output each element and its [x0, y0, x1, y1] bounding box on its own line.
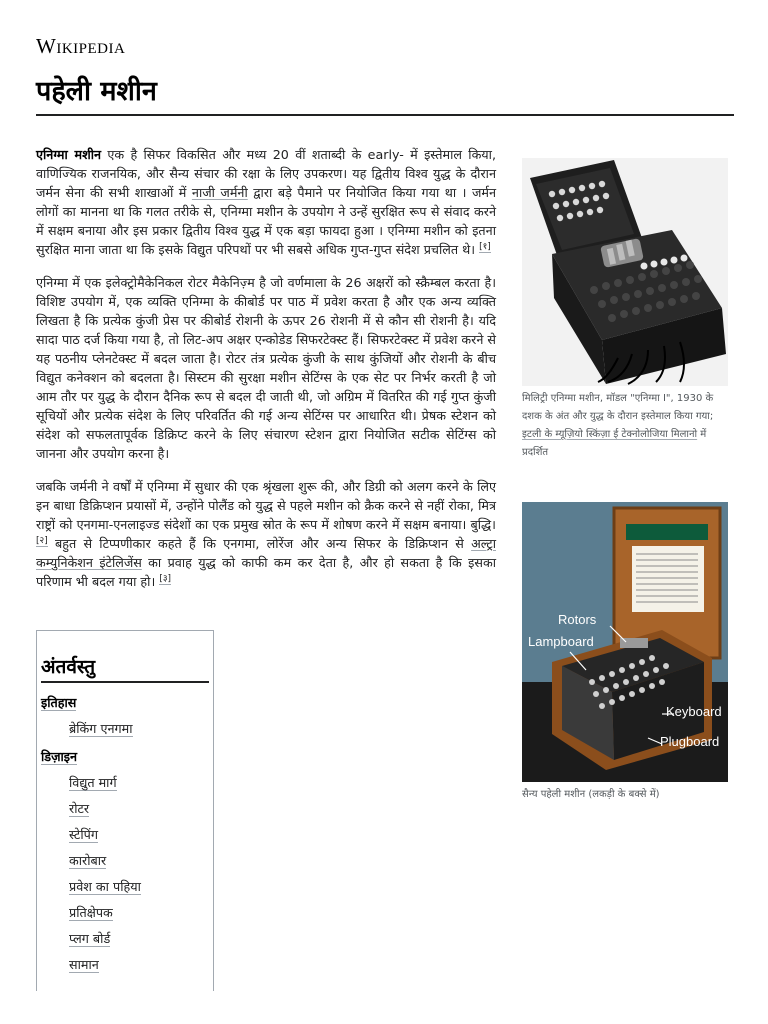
toc-item-stepping[interactable]: [69, 825, 213, 843]
reference-label[interactable]: [३]: [159, 573, 172, 584]
paragraph-text: का प्रवाह युद्ध को काफी कम कर देता है, और हो सकता है कि इसका परिणाम भी बदल गया हो।: [36, 555, 496, 589]
logo-wordmark: Wikipedia: [36, 34, 126, 58]
table-of-contents: [36, 630, 214, 991]
toc-item-rotor[interactable]: [69, 799, 213, 817]
reference-3[interactable]: [159, 574, 171, 585]
link-museum[interactable]: इटली के म्यूज़ियो स्किंज़ा ई टेक्नोलोजिया मिलानो: [522, 429, 698, 440]
paragraph-text: बहुत से टिप्पणीकार कहते हैं कि एनगमा, लोरेंज और अन्य सिफर के डिक्रिप्शन से: [47, 536, 472, 551]
toc-item-operation[interactable]: [69, 851, 213, 869]
label-keyboard: Keyboard: [666, 704, 722, 719]
reference-label[interactable]: [१]: [479, 241, 491, 252]
toc-item-plugboard[interactable]: [69, 929, 213, 947]
caption-text: में प्रदर्शित: [522, 429, 707, 458]
wikipedia-logo[interactable]: [36, 34, 125, 59]
label-lampboard: Lampboard: [528, 634, 594, 649]
article-body: [36, 145, 496, 605]
toc-item-label[interactable]: सामान: [69, 957, 99, 972]
reference-label[interactable]: [२]: [36, 535, 48, 546]
figure-enigma-wooden-box: [522, 502, 728, 804]
toc-item-entry-wheel[interactable]: [69, 877, 213, 895]
toc-item-label[interactable]: ब्रेकिंग एनगमा: [69, 721, 133, 736]
paragraph-text: एनिग्मा में एक इलेक्ट्रोमैकेनिकल रोटर मैकेनिज़्म है जो वर्णमाला के 26 अक्षरों को स्क्रैम्बल करता है। विशिष्ट उपयोग में, एक व्यक्ति एनिग्मा के कीबोर्ड पर पाठ में प्रवेश करता है और एक अन्य व्यक्ति लिखता है कि प्रत्येक कुंजी प्रेस पर कीबोर्ड रोशनी के ऊपर 26 रोशनी में से कौन सी रोशनी है। यदि सादा पाठ दर्ज किया गया है, तो लिट-अप अक्षर एन्कोडेड सिफरटेक्स्ट हैं। सिफरटेक्स्ट में प्रवेश करने से यह पठनीय प्लेनटेक्स्ट में बदल जाता है। रोटर तंत्र प्रत्येक कुंजी के साथ कुंजियों और रोशनी के बीच विद्युत कनेक्शन को बदलता है। सिस्टम की सुरक्षा मशीन सेटिंग्स के एक सेट पर निर्भर करती है जो आम तौर पर युद्ध के दौरान दैनिक रूप से बदल दी जाती थी, जो अग्रिम में वितरित की गई गुप्त कुंजी सूचियों और प्रत्येक संदेश के लिए परिवर्तित की गई अन्य सेटिंग्स पर आधारित थी। प्रेषक स्टेशन को संदेश को सफलतापूर्वक डिक्रिप्ट करने के लिए संचारण स्टेशन द्वारा नियोजित सटीक सेटिंग्स को जानना और उपयोग करना है।: [36, 275, 496, 461]
toc-section-label[interactable]: इतिहास: [41, 695, 77, 710]
article-subject: एनिग्मा मशीन: [36, 147, 102, 162]
toc-item-label[interactable]: विद्युत मार्ग: [69, 775, 117, 790]
reference-2[interactable]: [36, 536, 48, 547]
figure-enigma-military: [522, 158, 728, 462]
toc-item-label[interactable]: प्लग बोर्ड: [69, 931, 111, 946]
link-ultra-intelligence[interactable]: अल्ट्रा कम्युनिकेशन इंटेलिजेंस: [36, 536, 496, 570]
enigma-labeled-image[interactable]: [522, 502, 728, 782]
toc-item-electrical-path[interactable]: [69, 773, 213, 791]
paragraph-text: जबकि जर्मनी ने वर्षों में एनिग्मा में सुधार की एक श्रृंखला शुरू की, और डिग्री को अलग करने के लिए इन बाधा डिक्रिप्शन प्रयासों में, उन्होंने पोलैंड को युद्ध से पहले मशीन को क्रैक करने से नहीं रोका, मित्र राष्ट्रों को एनगमा-एनलाइज्ड संदेशों का एक प्रमुख स्रोत के रूप में शोषण करने में सक्षम बनाया। बुद्धि।: [36, 479, 496, 532]
paragraph-intro: [36, 145, 496, 259]
toc-section-design[interactable]: [41, 747, 213, 765]
toc-title: अंतर्वस्तु: [41, 653, 209, 683]
figure-caption: [522, 390, 728, 462]
reference-1[interactable]: [479, 242, 491, 253]
page-title: पहेली मशीन: [36, 72, 734, 116]
toc-item-label[interactable]: प्रवेश का पहिया: [69, 879, 141, 894]
toc-item-reflector[interactable]: [69, 903, 213, 921]
paragraph-text: द्वारा बड़े पैमाने पर नियोजित किया गया था । जर्मन लोगों का मानना था कि गलत तरीके से, एनिग्मा मशीन के उपयोग ने उन्हें सुरक्षित रूप से संवाद करने में सक्षम बनाया और इस प्रकार द्वितीय विश्व युद्ध में एक बड़ा फायदा हुआ । एनिग्मा मशीन को इतना सुरक्षित माना जाता था कि इसके विद्युत परिपथों पर भी सबसे अधिक गुप्त-गुप्त संदेश प्रचलित थे।: [36, 185, 496, 257]
toc-item-accessories[interactable]: [69, 955, 213, 973]
link-nazi-germany[interactable]: नाजी जर्मनी: [191, 185, 248, 200]
label-rotors: Rotors: [558, 612, 597, 627]
toc-item-label[interactable]: स्टेपिंग: [69, 827, 98, 842]
paragraph-mechanism: [36, 273, 496, 463]
paragraph-decryption: [36, 477, 496, 591]
toc-item-label[interactable]: कारोबार: [69, 853, 107, 868]
toc-item-label[interactable]: प्रतिक्षेपक: [69, 905, 113, 920]
enigma-machine-image[interactable]: [522, 158, 728, 386]
toc-item-label[interactable]: रोटर: [69, 801, 90, 816]
toc-item-breaking-enigma[interactable]: [69, 719, 213, 737]
toc-section-label[interactable]: डिज़ाइन: [41, 749, 78, 764]
figure-caption: सैन्य पहेली मशीन (लकड़ी के बक्से में): [522, 789, 660, 800]
label-plugboard: Plugboard: [660, 734, 720, 749]
logo-text: [36, 34, 125, 58]
toc-section-history[interactable]: [41, 693, 213, 711]
caption-text: मिलिट्री एनिग्मा मशीन, मॉडल "एनिग्मा I", 1930 के दशक के अंत और युद्ध के दौरान इस्तेमाल किया गया;: [522, 393, 714, 422]
enigma-machine-illustration: [522, 158, 728, 386]
paragraph-text: एक है सिफर विकसित और मध्य 20 वीं शताब्दी के early- में इस्तेमाल किया, वाणिज्यिक राजनयिक, और सैन्य संचार की रक्षा के लिए उपकरण। यह द्वितीय विश्व युद्ध के दौरान जर्मन सेना की सभी शाखाओं में: [36, 147, 496, 200]
